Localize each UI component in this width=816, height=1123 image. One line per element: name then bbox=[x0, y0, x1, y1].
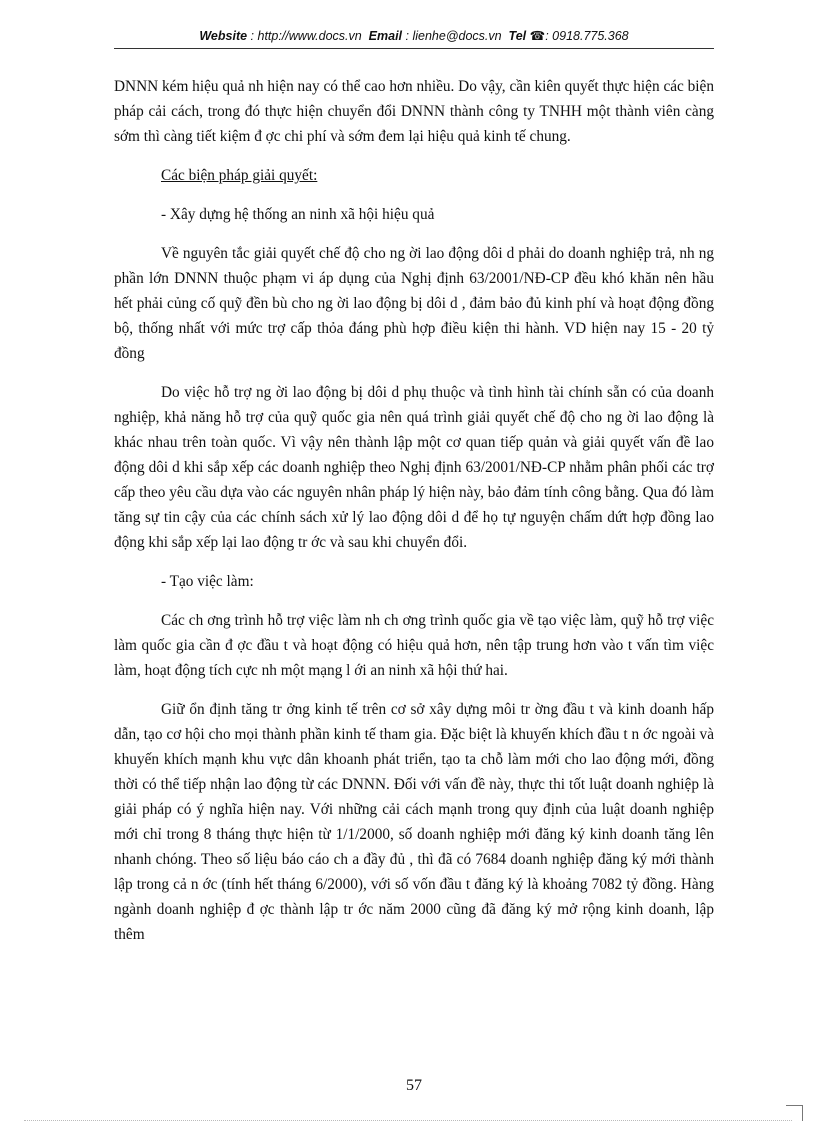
paragraph: Do việc hỗ trợ ng ời lao động bị dôi d phụ thuộc và tình hình tài chính sẵn có của doanh nghiệp, khả năng hỗ trợ của quỹ quốc gia nên quá trình giải quyết chế độ cho ng ời lao động là khác nhau trên toàn quốc. Vì vậy nên thành lập một cơ quan tiếp quản và giải quyết vấn đề lao động dôi d khi sắp xếp các doanh nghiệp theo Nghị định 63/2001/NĐ-CP nhằm phân phối các trợ cấp theo yêu cầu dựa vào các nguyên nhân pháp lý hiện này, bảo đảm tính công bằng. Qua đó làm tăng sự tin cậy của các chính sách xử lý lao động dôi d để họ tự nguyện chấm dứt hợp đồng lao động khi sắp xếp lại lao động tr ớc và sau khi chuyển đổi. bbox=[114, 384, 714, 551]
page-number: 57 bbox=[406, 1077, 422, 1094]
paragraph: Về nguyên tắc giải quyết chế độ cho ng ời lao động dôi d phải do doanh nghiệp trả, nh ng phần lớn DNNN thuộc phạm vi áp dụng của Nghị định 63/2001/NĐ-CP đều khó khăn nên hầu hết phải củng cố quỹ đền bù cho ng ời lao động bị dôi d , đảm bảo đủ kinh phí và hoạt động đồng bộ, thống nhất với mức trợ cấp thỏa đáng phù hợp điều kiện thi hành. VD hiện nay 15 - 20 tỷ đồng bbox=[114, 245, 714, 362]
paragraph: DNNN kém hiệu quả nh hiện nay có thể cao hơn nhiều. Do vậy, cần kiên quyết thực hiện các biện pháp cải cách, trong đó thực hiện chuyển đổi DNNN thành công ty TNHH một thành viên càng sớm thì càng tiết kiệm đ ợc chi phí và sớm đem lại hiệu quả kinh tế chung. bbox=[114, 78, 714, 145]
website-url: : http://www.docs.vn bbox=[250, 29, 362, 43]
corner-mark bbox=[786, 1105, 802, 1106]
phone-icon: ☎ bbox=[529, 29, 546, 43]
section-heading: Các biện pháp giải quyết: bbox=[161, 167, 318, 184]
email-label: Email bbox=[368, 29, 403, 43]
list-item: - Tạo việc làm: bbox=[161, 573, 254, 590]
page-header bbox=[114, 28, 714, 43]
paragraph: Giữ ổn định tăng tr ởng kinh tế trên cơ sở xây dựng môi tr ờng đầu t và kinh doanh hấp dẫn, tạo cơ hội cho mọi thành phần kinh tế tham gia. Đặc biệt là khuyến khích đầu t n ớc ngoài và khuyến khích mạnh khu vực dân khoanh phát triển, tạo ta chỗ làm mới cho lao động mới, đồng thời có thể tiếp nhận lao động từ các DNNN. Đối với vấn đề này, thực thi tốt luật doanh nghiệp là giải pháp có ý nghĩa hiện nay. Với những cải cách mạnh trong quy định của luật doanh nghiệp mới chỉ trong 8 tháng thực hiện từ 1/1/2000, số doanh nghiệp mới đăng ký kinh doanh tăng lên nhanh chóng. Theo số liệu báo cáo ch a đầy đủ , thì đã có 7684 doanh nghiệp đăng ký mới thành lập trong cả n ớc (tính hết tháng 6/2000), với số vốn đầu t đăng ký là khoảng 7082 tỷ đồng. Hàng ngành doanh nghiệp đ ợc thành lập tr ớc năm 2000 cũng đã đăng ký mở rộng kinh doanh, lập thêm bbox=[114, 701, 714, 943]
list-item: - Xây dựng hệ thống an ninh xã hội hiệu quả bbox=[161, 206, 435, 223]
tel-number: : 0918.775.368 bbox=[545, 29, 629, 43]
email-address: : lienhe@docs.vn bbox=[405, 29, 502, 43]
paragraph: Các ch ơng trình hỗ trợ việc làm nh ch ơng trình quốc gia về tạo việc làm, quỹ hỗ trợ việc làm quốc gia cần đ ợc đầu t và hoạt động có hiệu quả hơn, nên tập trung hơn vào t vấn tìm việc làm, hoạt động tích cực nh một mạng l ới an ninh xã hội thứ hai. bbox=[114, 612, 714, 679]
tel-label: Tel bbox=[508, 29, 527, 43]
page-bottom-border bbox=[24, 1120, 792, 1121]
body-text bbox=[114, 74, 714, 961]
corner-mark bbox=[802, 1105, 803, 1121]
website-label: Website bbox=[199, 29, 248, 43]
header-divider bbox=[114, 48, 714, 49]
